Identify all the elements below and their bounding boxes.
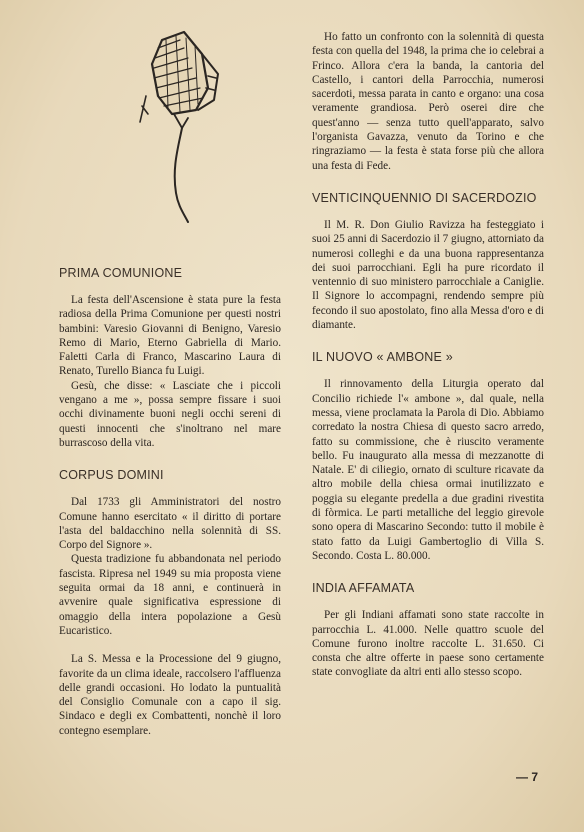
heading-prima-comunione: PRIMA COMUNIONE (59, 266, 183, 280)
heading-venticinquennio: VENTICINQUENNIO DI SACERDOZIO (312, 190, 537, 205)
heading-corpus-domini: CORPUS DOMINI (59, 468, 164, 483)
paragraph: Il rinnovamento della Liturgia operato dal Concilio richiede l'« ambone », dal quale, nella messa, viene proclamata la Parola di Dio. Abbiamo corredato la nostra Chiesa di questo sacro arredo, fatto su commissione, che è riuscito veramente bello. Fu inaugurato alla messa di mezzanotte di Natale. E' di ciliegio, ornato di sculture ricavate da altro mobile della chiesa ormai inutilizzato e poggia su elegante predella a due gradini rivestita di fòrmica. Le parti metalliche del leggio girevole sono opera di Mascarino Secondo: tutto il mobile è stato fatto da Luigi Gambertoglio di Villa S. Secondo. Costa L. 80.000. (312, 378, 544, 562)
left-column (59, 266, 281, 738)
paragraph: La festa dell'Ascensione è stata pure la festa radiosa della Prima Comunione per questi nostri bambini: Varesio Giovanni di Benigno, Varesio Remo di Mario, Eterno Gabriella di Mario. Faletti Carla di Franco, Mascarino Laura di Renato, Turello Bianca fu Luigi. (59, 294, 281, 378)
right-column (312, 30, 544, 680)
page-number: — 7 (515, 770, 538, 784)
paragraph: Gesù, che disse: « Lasciate che i piccoli vengano a me », possa sempre fissare i suoi occhi divinamente buoni negli occhi sereni di questi innocenti che s'inoltrano nel mare burrascoso della vita. (59, 379, 281, 449)
paragraph: Il M. R. Don Giulio Ravizza ha festeggiato i suoi 25 anni di Sacerdozio il 7 giugno, attorniato da numerosi colleghi e da una buona rappresentanza dei suoi parrocchiani. Egli ha pure ricordato il ventennio di suo ministero parrocchiale a Caniglie. Il Signore lo accompagni, rendendo sempre più fecondo il suo apostolato, fino alla Messa d'oro e di diamante. (312, 218, 544, 332)
paragraph: Per gli Indiani affamati sono state raccolte in parrocchia L. 41.000. Nelle quattro scuole del Comune furono inoltre raccolte L. 31.650. Ci consta che altre offerte in paese sono certamente state convogliate da altri enti allo stesso scopo. (312, 609, 544, 679)
paragraph: Questa tradizione fu abbandonata nel periodo fascista. Ripresa nel 1949 su mia proposta viene seguita ormai da 18 anni, e continuerà in avvenire quale significativa espressione di omaggio della intera popolazione a Gesù Eucaristico. (59, 553, 281, 637)
paragraph: Dal 1733 gli Amministratori del nostro Comune hanno esercitato « il diritto di portare l'asta del baldacchino nella solennità di SS. Corpo del Signore ». (59, 496, 281, 552)
paragraph: Ho fatto un confronto con la solennità di questa festa con quella del 1948, la prima che io celebrai a Frinco. Allora c'era la banda, la cantoria del Castello, i cantori della Parrocchia, numerosi sacerdoti, messa parata in canto e organo: una cosa veramente grandiosa. Però oserei dire che quest'anno — senza tutto quell'apparato, salvo l'organista Gavazza, venuto da Torino e che ringraziamo — la festa è stata forse più che allora una festa di Fede. (312, 31, 544, 172)
microphone-icon (118, 18, 238, 228)
heading-ambone: IL NUOVO « AMBONE » (312, 350, 453, 365)
heading-india: INDIA AFFAMATA (312, 581, 415, 596)
paragraph: La S. Messa e la Processione del 9 giugno, favorite da un clima ideale, raccolsero l'affluenza delle grandi occasioni. Ho lodato la puntualità del Consiglio Comunale con a capo il sig. Sindaco e degli ex Combattenti, nonchè il loro contegno esemplare. (59, 653, 281, 737)
